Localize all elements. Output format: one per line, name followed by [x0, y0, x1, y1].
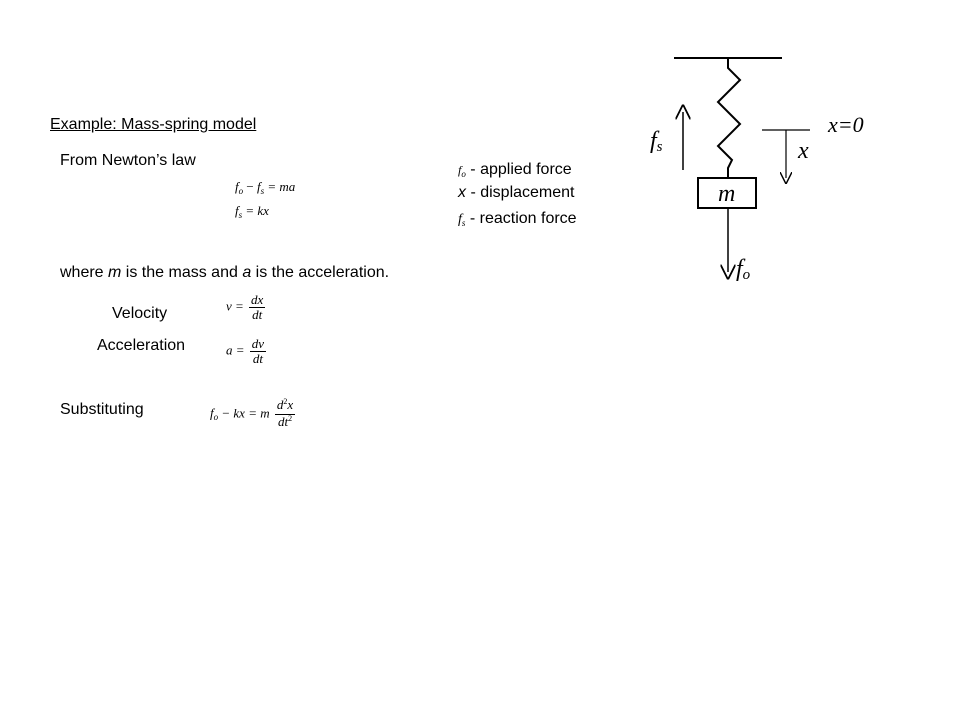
legend-displacement: x - displacement	[458, 184, 575, 201]
equation-velocity: v = $\frac{dx}{dt}$	[226, 292, 264, 322]
legend-applied-force: $f_o$ - applied force	[458, 161, 572, 179]
equation-hooke: $f_s$ = kx	[235, 203, 269, 220]
where-sentence: where m is the mass and a is the acceleration.	[60, 264, 390, 281]
velocity-label: Velocity	[112, 305, 168, 322]
mass-spring-diagram	[600, 40, 900, 300]
equation-newton: $f_o - f_s$ = ma	[235, 179, 296, 196]
mass-label: m	[718, 181, 736, 207]
zero-position-label: x=0	[828, 112, 864, 137]
newton-law-label: From Newton’s law	[60, 152, 196, 169]
slide-title: Example: Mass-spring model	[50, 116, 257, 133]
legend-reaction-force: $f_s$ - reaction force	[458, 210, 577, 228]
displacement-label: x	[798, 138, 809, 164]
equation-acceleration: a = $\frac{dv}{dt}$	[226, 336, 265, 366]
applied-force-label: fo	[736, 256, 751, 283]
spring-coil	[718, 58, 740, 178]
substituting-label: Substituting	[60, 401, 144, 418]
equation-substituted: $f_o$ − kx = m $\frac{d^2x}{dt^2}$	[210, 397, 294, 429]
acceleration-label: Acceleration	[97, 337, 186, 354]
reaction-force-label: fs	[650, 128, 663, 155]
